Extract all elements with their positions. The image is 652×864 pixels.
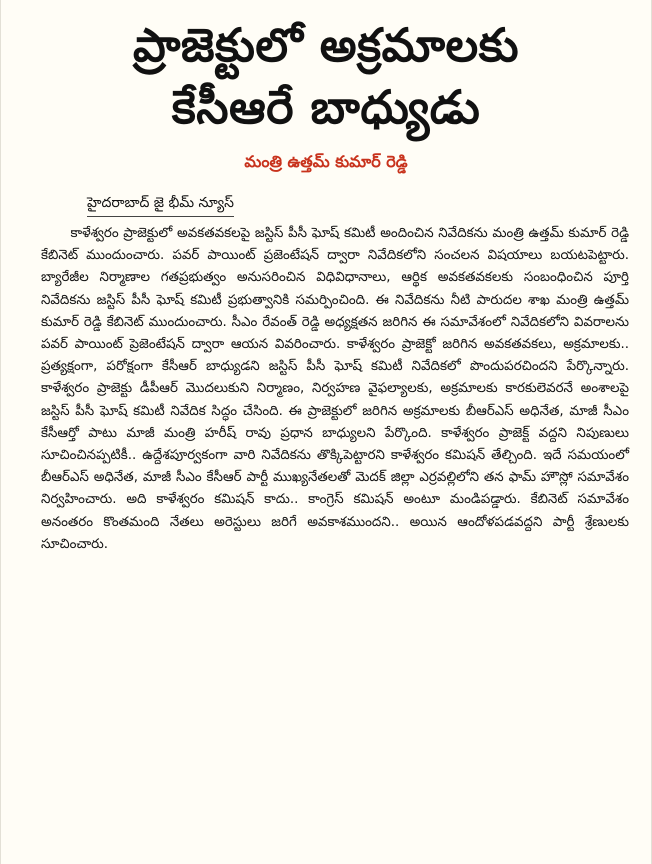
headline-line-1: ప్రాజెక్టులో అక్రమాలకు — [132, 18, 520, 72]
dateline: హైదరాబాద్ జై భీమ్ న్యూస్ — [87, 195, 234, 217]
article-body: కాళేశ్వరం ప్రాజెక్టులో అవకతవకలపై జస్టిస్ పీసీ ఘోష్ కమిటీ అందించిన నివేదికను మంత్రి ఉత్తమ్ కుమార్ రెడ్డి కేబినెట్ ముందుంచారు. పవర్ పాయింట్ ప్రజెంటేషన్ ద్వారా నివేదికలోని సంచలన విషయాలు బయటపెట్టారు. బ్యారేజీల నిర్మాణాల గతప్రభుత్వం అనుసరించిన విధివిధానాలు, ఆర్థిక అవకతవకలకు సంబంధించిన పూర్తి నివేదికను జస్టిస్ పీసీ ఘోష్ కమిటీ ప్రభుత్వానికి సమర్పించింది. ఈ నివేదికను నీటి పారుదల శాఖ మంత్రి ఉత్తమ్ కుమార్ రెడ్డి కేబినెట్ ముందుంచారు. సీఎం రేవంత్ రెడ్డి అధ్యక్షతన జరిగిన ఈ సమావేశంలో నివేదికలోని వివరాలను పవర్ పాయింట్ ప్రెజెంటేషన్ ద్వారా ఆయన వివరించారు. కాళేశ్వరం ప్రాజెక్టో జరిగిన అవకతవకలు, అక్రమాలకు.. ప్రత్యక్షంగా, పరోక్షంగా కేసీఆర్ బాధ్యుడని జస్టిస్ పీసీ ఘోష్ కమిటీ నివేదికలో పొందుపరచిందని పేర్కొన్నారు. కాళేశ్వరం ప్రాజెక్టు డీపీఆర్ మొదలుకుని నిర్మాణం, నిర్వహణ వైఫల్యాలకు, అక్రమాలకు కారకులెవరనే అంశాలపై జస్టిస్ పీసీ ఘోష్ కమిటీ నివేదిక సిద్ధం చేసింది. ఈ ప్రాజెక్టులో జరిగిన అక్రమాలకు బీఆర్ఎస్ అధినేత, మాజీ సీఎం కేసీఆర్తో పాటు మాజీ మంత్రి హరీష్ రావు ప్రధాన బాధ్యులని పేర్కొంది. కాళేశ్వరం ప్రాజెక్ట్ వద్దని నిపుణులు సూచించినప్పటికీ.. ఉద్దేశపూర్వకంగా వారి నివేదికను తొక్కిపెట్టారని కాళేశ్వరం కమిషన్ తేల్చింది. ఇదే సమయంలో బీఆర్ఎస్ అధినేత, మాజీ సీఎం కేసీఆర్ పార్టీ ముఖ్యనేతలతో మెదక్ జిల్లా ఎర్రవల్లిలోని తన ఫామ్ హౌస్లో సమావేశం నిర్వహించారు. అది కాళేశ్వరం కమిషన్ కాదు.. కాంగ్రెస్ కమిషన్ అంటూ మండిపడ్డారు. కేబినెట్ సమావేశం అనంతరం కొంతమంది నేతలు అరెస్టులు జరిగే అవకాశముందని.. అయిన ఆందోళపడవద్దని పార్టీ శ్రేణులకు సూచించారు. — [41, 226, 629, 552]
headline — [1, 0, 651, 138]
byline: మంత్రి ఉత్తమ్ కుమార్ రెడ్డి — [244, 152, 408, 171]
headline-line-2: కేసీఆరే బాధ్యుడు — [171, 80, 481, 134]
